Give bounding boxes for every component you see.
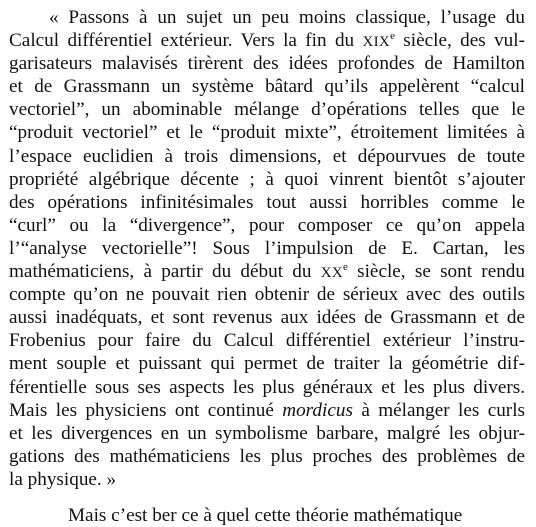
text-line: férentielle sous ses aspects les plus généraux et les plus divers. bbox=[9, 376, 525, 398]
small-caps-century: XIX bbox=[362, 34, 391, 51]
text-line: “produit vectoriel” et le “produit mixte”, étroitement limitées à bbox=[9, 122, 525, 144]
text-line: et les divergences en un symbolisme barbare, malgré les objur- bbox=[9, 422, 525, 444]
text-line: l’espace euclidien à trois dimensions, et dépourvues de toute bbox=[9, 145, 525, 167]
text-line: garisateurs malavisés tirèrent des idées profondes de Hamilton bbox=[9, 53, 525, 75]
text-line bbox=[9, 399, 525, 422]
text-line: la physique. » bbox=[9, 468, 117, 490]
text-line: et de Grassmann un système bâtard qu’ils appelèrent “calcul bbox=[9, 76, 525, 98]
superscript: e bbox=[390, 30, 395, 43]
text-line: compte qu’on ne pouvait rien obtenir de sérieux avec des outils bbox=[9, 284, 525, 306]
superscript: e bbox=[343, 261, 348, 274]
text-line: « Passons à un sujet un peu moins classique, l’usage du bbox=[49, 7, 525, 28]
text-line: vectoriel”, un abominable mélange d’opérations telles que le bbox=[9, 99, 525, 121]
text-line: aussi inadéquats, et sont revenus aux idées de Grassmann et de bbox=[9, 307, 525, 329]
italic-word: mordicus bbox=[282, 399, 353, 421]
text-line bbox=[9, 260, 525, 283]
cutoff-text-line: Mais c’est ber ce à quel cette théorie mathématique bbox=[68, 505, 463, 526]
text-segment: Calcul différentiel extérieur. Vers la fin du bbox=[9, 30, 363, 52]
text-segment: mathématiciens, à partir du début du bbox=[9, 261, 321, 283]
text-segment: siècle, se sont rendu bbox=[347, 261, 525, 283]
quote-paragraph bbox=[9, 6, 525, 491]
text-line bbox=[9, 29, 525, 52]
text-segment: à mélanger les curls bbox=[352, 399, 525, 421]
text-line: des opérations infinitésimales tout aussi horribles comme le bbox=[9, 191, 525, 213]
text-line: l’“analyse vectorielle”! Sous l’impulsion de E. Cartan, les bbox=[9, 237, 525, 259]
small-caps-century: XX bbox=[320, 265, 343, 282]
text-line: Frobenius pour faire du Calcul différentiel extérieur l’instru- bbox=[9, 330, 525, 352]
text-segment: Mais les physiciens ont continué bbox=[9, 399, 283, 421]
text-line: gations des mathématiciens les plus proches des problèmes de bbox=[9, 445, 525, 467]
text-line: “curl” ou la “divergence”, pour composer ce qu’on appela bbox=[9, 214, 525, 236]
text-line: ment souple et puissant qui permet de traiter la géométrie dif- bbox=[9, 353, 525, 375]
text-segment: siècle, des vul- bbox=[394, 30, 525, 52]
text-line: propriété algébrique décente ; à quoi vinrent bientôt s’ajouter bbox=[9, 168, 525, 190]
